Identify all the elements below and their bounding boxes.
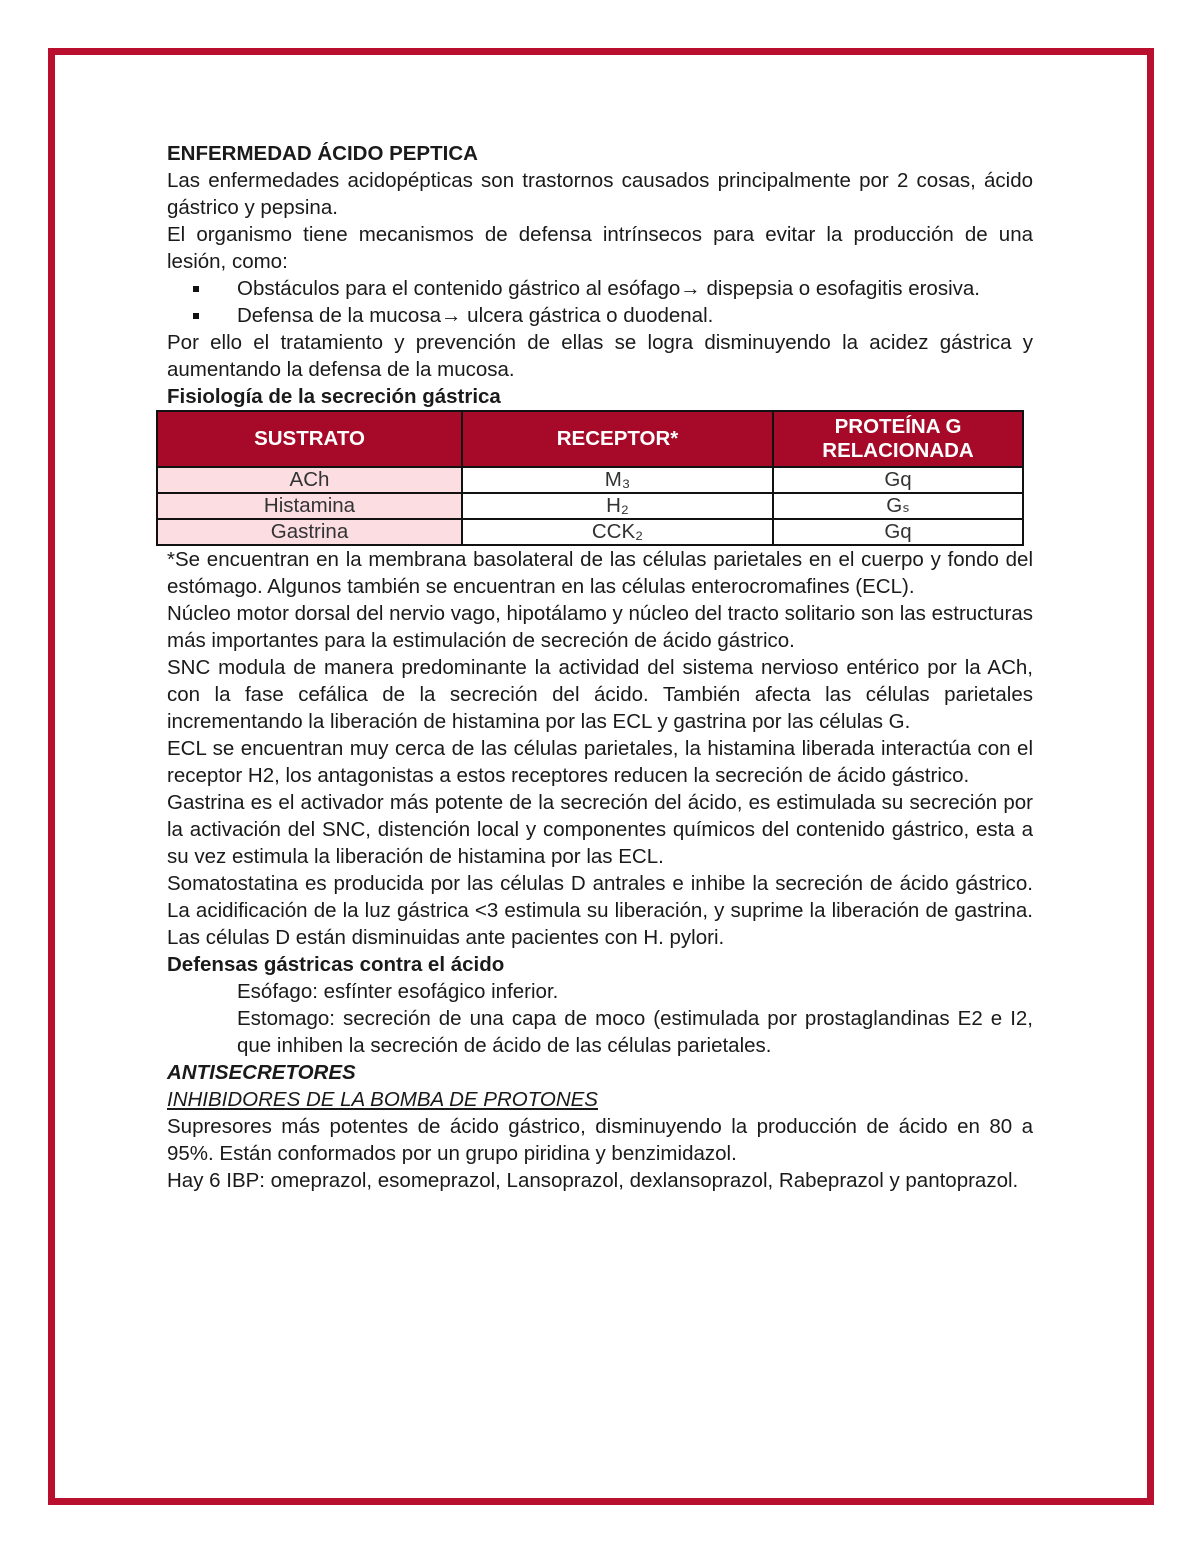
ibp-heading: INHIBIDORES DE LA BOMBA DE PROTONES [167,1088,598,1111]
paragraph: Núcleo motor dorsal del nervio vago, hipotálamo y núcleo del tracto solitario son las estructuras más importantes para la estimulación de secreción de ácido gástrico. [167,602,1033,652]
defense-mechanisms-list [167,275,1033,329]
table-row [157,467,1023,493]
ibp-paragraph: Hay 6 IBP: omeprazol, esomeprazol, Lansoprazol, dexlansoprazol, Rabeprazol y pantoprazol. [167,1169,1019,1192]
cell-proteina: Gq [773,519,1023,545]
cell-proteina: Gₛ [773,493,1023,519]
list-item: Defensa de la mucosa→ ulcera gástrica o duodenal. [167,302,1033,329]
header-receptor: RECEPTOR* [462,411,773,467]
paragraph: *Se encuentran en la membrana basolateral de las células parietales en el cuerpo y fondo del estómago. Algunos también se encuentran en las células enterocromafines (ECL). [167,548,1033,598]
cell-sustrato: Histamina [157,493,462,519]
intro-paragraph-1: Las enfermedades acidopépticas son trastornos causados principalmente por 2 cosas, ácido gástrico y pepsina. [167,169,1033,219]
header-sustrato: SUSTRATO [157,411,462,467]
antisecretores-heading: ANTISECRETORES [167,1061,356,1084]
defenses-heading: Defensas gástricas contra el ácido [167,953,505,976]
ibp-paragraph: Supresores más potentes de ácido gástrico, disminuyendo la producción de ácido en 80 a 95%. Están conformados por un grupo piridina y benzimidazol. [167,1115,1033,1165]
cell-proteina: Gq [773,467,1023,493]
receptor-table [156,410,1024,546]
paragraph: SNC modula de manera predominante la actividad del sistema nervioso entérico por la ACh, con la fase cefálica de la secreción del ácido. También afecta las células parietales incrementando la liberación de histamina por las ECL y gastrina por las células G. [167,656,1033,733]
list-item: Obstáculos para el contenido gástrico al esófago→ dispepsia o esofagitis erosiva. [167,275,1033,302]
intro-paragraph-3: Por ello el tratamiento y prevención de ellas se logra disminuyendo la acidez gástrica y aumentando la defensa de la mucosa. [167,331,1033,381]
defense-item: Esófago: esfínter esofágico inferior. [237,980,559,1003]
document-title: ENFERMEDAD ÁCIDO PEPTICA [167,142,478,165]
paragraph: Somatostatina es producida por las células D antrales e inhibe la secreción de ácido gástrico. La acidificación de la luz gástrica <3 estimula su liberación, y suprime la liberación de gastrina. Las células D están disminuidas ante pacientes con H. pylori. [167,872,1033,949]
cell-receptor: CCK₂ [462,519,773,545]
cell-sustrato: ACh [157,467,462,493]
physiology-heading: Fisiología de la secreción gástrica [167,385,501,408]
header-proteina-g: PROTEÍNA G RELACIONADA [773,411,1023,467]
table-row [157,519,1023,545]
cell-receptor: M₃ [462,467,773,493]
paragraph: ECL se encuentran muy cerca de las células parietales, la histamina liberada interactúa con el receptor H2, los antagonistas a estos receptores reducen la secreción de ácido gástrico. [167,737,1033,787]
document-body [167,140,1033,1194]
cell-receptor: H₂ [462,493,773,519]
paragraph: Gastrina es el activador más potente de la secreción del ácido, es estimulada su secreción por la activación del SNC, distención local y componentes químicos del contenido gástrico, esta a su vez estimula la liberación de histamina por las ECL. [167,791,1033,868]
table-header-row [157,411,1023,467]
intro-paragraph-2: El organismo tiene mecanismos de defensa intrínsecos para evitar la producción de una lesión, como: [167,223,1033,273]
cell-sustrato: Gastrina [157,519,462,545]
defense-item: Estomago: secreción de una capa de moco (estimulada por prostaglandinas E2 e I2, que inhiben la secreción de ácido de las células parietales. [237,1007,1033,1057]
table-row [157,493,1023,519]
